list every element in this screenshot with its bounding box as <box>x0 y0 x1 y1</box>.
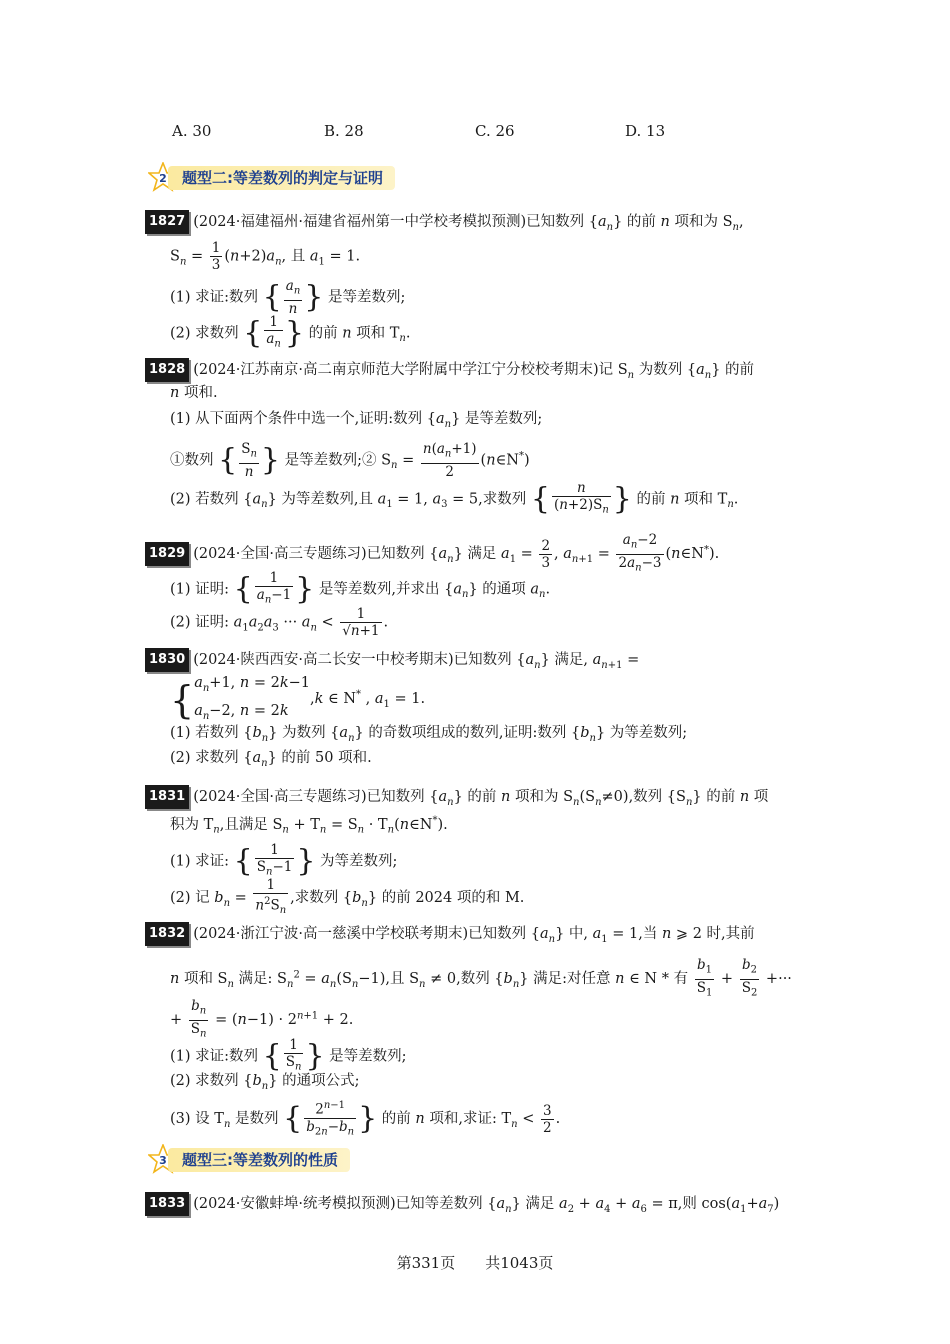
problem-source: (2024·全国·高三专题练习)已知数列 <box>193 546 425 563</box>
choice-b: B. 28 <box>324 122 364 140</box>
problem-1828-part1: (1) 从下面两个条件中选一个,证明:数列 $\{a_n\}$ 是等差数列; <box>170 411 543 430</box>
problem-source: (2024·江苏南京·高二南京师范大学附属中学江宁分校校考期末)记 <box>193 362 614 378</box>
problem-number: 1829 <box>145 542 189 566</box>
problem-1828-line1: 1828 (2024·江苏南京·高二南京师范大学附属中学江宁分校校考期末)记 $S_n$ 为数列 $\{a_n\}$ 的前 <box>145 358 754 386</box>
problem-source: (2024·全国·高三专题练习)已知数列 <box>193 789 425 805</box>
problem-1827-part2: (2) 求数列 { $\frac{1}{a_n}$ } 的前 n 项和 $T_n$. <box>170 314 411 351</box>
problem-1831-part2: (2) 记 $b_n$ = $\frac{1}{n^2S_n}$ ,求数列 $\{b_n\}$ 的前 2024 项的和 M. <box>170 877 525 917</box>
problem-1829-part2: (2) 证明: $a_1a_2a_3$ ··· $a_n$ < $\frac{1}{√n+1}$ . <box>170 606 389 639</box>
svg-text:2: 2 <box>159 172 167 185</box>
problem-source: (2024·浙江宁波·高一慈溪中学校联考期末)已知数列 <box>193 926 527 942</box>
page-footer: 第331页 共1043页 <box>396 1254 554 1272</box>
problem-1832-line1: 1832 (2024·浙江宁波·高一慈溪中学校联考期末)已知数列 $\{a_n\}$ 中, $a_1 = 1$,当 n ⩾ 2 时,其前 <box>145 922 755 950</box>
problem-1829-part1: (1) 证明: { $\frac{1}{a_n-1}$ } 是等差数列,并求出 $\{a_n\}$ 的通项 $a_n$. <box>170 570 551 607</box>
problem-1830-line1: 1830 (2024·陕西西安·高二长安一中校考期末)已知数列 $\{a_n\}$ 满足, $a_{n+1}$ = <box>145 648 639 676</box>
problem-1832-line2: n 项和 $S_n$ 满足: $S_n^2 = a_n(S_n-1)$,且 $S_n \ne 0$,数列 $\{b_n\}$ 满足:对任意 n ∈ N * 有 $\frac{b_1}{S_1}$ + $\frac{b_2}{S_2}$ +··· <box>170 957 792 999</box>
problem-number: 1831 <box>145 785 189 809</box>
problem-number: 1833 <box>145 1192 189 1216</box>
problem-1832-line3: + $\frac{b_n}{S_n}$ = $(n-1) \cdot 2^{n+1} + 2$. <box>170 998 354 1040</box>
section-banner-2 <box>148 162 418 192</box>
choice-c: C. 26 <box>475 122 515 140</box>
problem-1830-part2: (2) 求数列 $\{a_n\}$ 的前 50 项和. <box>170 750 372 769</box>
section-title: 题型三:等差数列的性质 <box>168 1148 350 1172</box>
problem-1828-conditions: ①数列 { $\frac{S_n}{n}$ } 是等差数列;② $S_n$ = $\frac{n(a_n+1)}{2}$ (n∈N*) <box>170 441 530 480</box>
problem-1831-part1: (1) 求证: { $\frac{1}{S_n-1}$ } 为等差数列; <box>170 842 398 879</box>
problem-1832-part1: (1) 求证:数列 { $\frac{1}{S_n}$ } 是等差数列; <box>170 1037 407 1074</box>
problem-source: (2024·福建福州·福建省福州第一中学校考模拟预测)已知数列 <box>193 214 585 230</box>
problem-1827-line2: $S_n$ = $\frac{1}{3}$ $(n+2)a_n$, 且 $a_1 = 1$. <box>170 240 361 273</box>
problem-1828-line2: n 项和. <box>170 385 218 401</box>
problem-1830-piecewise: { $a_n+1$, n = 2k−1 $a_n-2$, n = 2k ,k ∈ N* , $a_1 = 1$. <box>170 675 426 722</box>
section-banner-3 <box>148 1144 418 1174</box>
problem-1830-part1: (1) 若数列 $\{b_n\}$ 为数列 $\{a_n\}$ 的奇数项组成的数列,证明:数列 $\{b_n\}$ 为等差数列; <box>170 725 688 744</box>
problem-1828-part2: (2) 若数列 $\{a_n\}$ 为等差数列,且 $a_1 = 1$, $a_3 = 5$,求数列 { $\frac{n}{(n+2)S_n}$ } 的前 n 项和 $T_n$. <box>170 480 739 517</box>
problem-1829-line1: 1829 (2024·全国·高三专题练习)已知数列 $\{a_n\}$ 满足 $a_1$ = $\frac{2}{3}$ , $a_{n+1}$ = $\frac{a_n-2}{2a_n-3}$ (n∈N*). <box>145 532 719 576</box>
problem-1831-line2: 积为 $T_n$,且满足 $S_n + T_n = S_n$ · $T_n(n\in N^*)$. <box>170 815 448 836</box>
problem-1827-line1: 1827 (2024·福建福州·福建省福州第一中学校考模拟预测)已知数列 $\{a_n\}$ 的前 n 项和为 $S_n$, <box>145 210 744 238</box>
problem-1832-part3: (3) 设 $T_n$ 是数列 { $\frac{2^{n-1}}{b_{2n}-b_n}$ } 的前 n 项和,求证: $T_n$ < $\frac{3}{2}$ . <box>170 1100 561 1138</box>
choice-d: D. 13 <box>625 122 666 140</box>
problem-1832-part2: (2) 求数列 $\{b_n\}$ 的通项公式; <box>170 1073 360 1092</box>
svg-text:3: 3 <box>159 1154 167 1167</box>
problem-source: (2024·安徽蚌埠·统考模拟预测)已知等差数列 <box>193 1196 483 1212</box>
problem-number: 1832 <box>145 922 189 946</box>
problem-number: 1828 <box>145 358 189 382</box>
problem-1833-line1: 1833 (2024·安徽蚌埠·统考模拟预测)已知等差数列 $\{a_n\}$ 满足 $a_2 + a_4 + a_6 = \pi$,则 $\cos(a_1+a_7)$ <box>145 1192 779 1220</box>
problem-1831-line1: 1831 (2024·全国·高三专题练习)已知数列 $\{a_n\}$ 的前 n 项和为 $S_n(S_n\ne 0)$,数列 $\{S_n\}$ 的前 n 项 <box>145 785 768 813</box>
answer-choices <box>172 122 872 144</box>
problem-source: (2024·陕西西安·高二长安一中校考期末)已知数列 <box>193 652 512 668</box>
choice-a: A. 30 <box>172 122 212 140</box>
problem-number: 1830 <box>145 648 189 672</box>
problem-number: 1827 <box>145 210 189 234</box>
problem-1827-part1: (1) 求证:数列 { $\frac{a_n}{n}$ } 是等差数列; <box>170 278 406 317</box>
section-title: 题型二:等差数列的判定与证明 <box>168 166 395 190</box>
